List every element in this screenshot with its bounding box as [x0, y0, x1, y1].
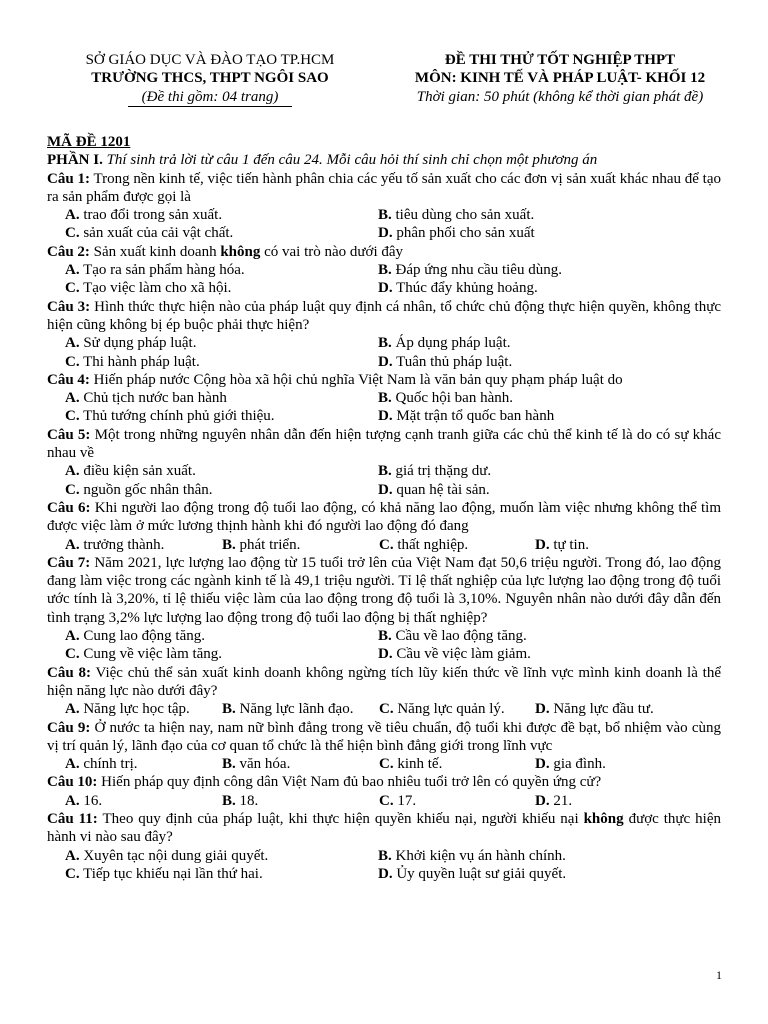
option-letter: A.: [65, 756, 80, 773]
option-letter: B.: [378, 262, 392, 279]
question-stem: Hình thức thực hiện nào của pháp luật quy định cá nhân, tổ chức chủ động thực hiện quyền, không thực hiện cũng không bị ép buộc phải thực hiện?: [47, 298, 721, 333]
option-letter: D.: [378, 865, 393, 882]
question-3: [47, 298, 721, 371]
question-stem: Trong nền kinh tế, việc tiến hành phân chia các yếu tố sản xuất cho các đơn vị sản xuất khác nhau để tạo ra sản phẩm được gọi là: [47, 170, 721, 205]
option-text: sản xuất của cải vật chất.: [83, 225, 234, 242]
answer-options: [47, 261, 721, 298]
option-text: chính trị.: [83, 756, 138, 773]
option-letter: A.: [65, 847, 80, 864]
option-letter: B.: [222, 756, 236, 773]
option-letter: A.: [65, 628, 80, 645]
question-text: [47, 499, 721, 536]
answer-option[interactable]: [65, 645, 378, 663]
option-letter: A.: [65, 792, 80, 809]
question-label: Câu 6:: [47, 499, 91, 516]
question-text: [47, 664, 721, 701]
option-text: Thủ tướng chính phủ giới thiệu.: [83, 408, 275, 425]
question-1: [47, 170, 721, 243]
answer-option[interactable]: [65, 261, 378, 279]
option-letter: C.: [379, 792, 394, 809]
answer-option[interactable]: [65, 536, 222, 554]
answer-option[interactable]: [65, 700, 222, 718]
option-text: tiêu dùng cho sản xuất.: [395, 207, 535, 224]
option-text: thất nghiệp.: [397, 536, 469, 553]
option-letter: D.: [378, 280, 393, 297]
question-stem: Hiến pháp nước Cộng hòa xã hội chủ nghĩa Việt Nam là văn bản quy phạm pháp luật do: [93, 371, 623, 388]
option-letter: B.: [222, 536, 236, 553]
option-letter: D.: [378, 408, 393, 425]
question-text: [47, 243, 721, 261]
answer-option[interactable]: [379, 792, 535, 810]
question-6: [47, 499, 721, 554]
question-label: Câu 3:: [47, 298, 91, 315]
exam-code: MÃ ĐỀ 1201: [47, 134, 131, 150]
question-text: [47, 298, 721, 335]
option-text: Thúc đẩy khủng hoảng.: [396, 280, 538, 297]
option-letter: A.: [65, 463, 80, 480]
option-letter: D.: [378, 353, 393, 370]
answer-option[interactable]: [378, 334, 691, 352]
option-text: Cầu về lao động tăng.: [395, 628, 527, 645]
option-letter: B.: [378, 463, 392, 480]
answer-option[interactable]: [65, 224, 378, 242]
option-text: nguồn gốc nhân thân.: [83, 481, 213, 498]
option-letter: C.: [65, 280, 80, 297]
answer-options: [47, 389, 721, 426]
answer-options: [47, 700, 721, 718]
question-list: [47, 170, 721, 884]
option-text: gia đình.: [553, 756, 606, 773]
answer-option[interactable]: [222, 792, 379, 810]
page-count-note: (Đề thi gồm: 04 trang): [128, 89, 293, 107]
option-letter: C.: [379, 701, 394, 718]
answer-option[interactable]: [378, 389, 691, 407]
option-text: Áp dụng pháp luật.: [395, 335, 511, 352]
option-text: Cung về việc làm tăng.: [83, 646, 223, 663]
answer-option[interactable]: [378, 224, 691, 242]
option-text: Chủ tịch nước ban hành: [83, 390, 227, 407]
option-letter: C.: [65, 865, 80, 882]
option-letter: D.: [535, 792, 550, 809]
option-text: trao đổi trong sản xuất.: [83, 207, 223, 224]
option-text: Xuyên tạc nội dung giải quyết.: [83, 847, 269, 864]
option-text: Tuân thủ pháp luật.: [396, 353, 513, 370]
answer-option[interactable]: [65, 792, 222, 810]
question-7: [47, 554, 721, 664]
question-stem: Ở nước ta hiện nay, nam nữ bình đẳng trong về tiêu chuẩn, độ tuổi khi được đề bạt, bổ nhiệm vào cùng vị trí quản lý, lãnh đạo của cơ quan tổ chức là thể hiện bình đẳng giới trong lĩnh vực: [47, 719, 722, 754]
option-letter: B.: [222, 701, 236, 718]
question-text: [47, 371, 721, 389]
answer-option[interactable]: [378, 645, 691, 663]
option-text: Năng lực quản lý.: [397, 701, 505, 718]
answer-option[interactable]: [535, 792, 692, 810]
time-line: Thời gian: 50 phút (không kể thời gian phát đề): [416, 88, 704, 105]
option-letter: A.: [65, 207, 80, 224]
answer-option[interactable]: [65, 206, 378, 224]
answer-options: [47, 334, 721, 371]
question-text: [47, 426, 721, 463]
question-emphasis: không: [220, 243, 261, 260]
option-letter: D.: [378, 225, 393, 242]
answer-option[interactable]: [379, 536, 535, 554]
answer-option[interactable]: [65, 334, 378, 352]
option-text: Quốc hội ban hành.: [395, 390, 513, 407]
option-letter: B.: [378, 207, 392, 224]
option-text: Mặt trận tổ quốc ban hành: [396, 408, 555, 425]
question-stem: Khi người lao động trong độ tuổi lao động, có khả năng lao động, muốn làm việc nhưng không thể tìm được việc làm ở mức lương thịnh hành khi đó người lao động đó đang: [47, 499, 722, 535]
option-text: quan hệ tài sản.: [396, 481, 490, 498]
option-letter: B.: [378, 847, 392, 864]
option-letter: A.: [65, 335, 80, 352]
option-letter: D.: [535, 701, 550, 718]
answer-option[interactable]: [378, 865, 691, 883]
answer-option[interactable]: [222, 536, 379, 554]
answer-option[interactable]: [65, 407, 378, 425]
answer-option[interactable]: [378, 462, 691, 480]
option-text: tự tin.: [553, 536, 589, 553]
option-text: Thi hành pháp luật.: [83, 353, 200, 370]
question-stem: Năm 2021, lực lượng lao động từ 15 tuổi trở lên của Việt Nam đạt 50,6 triệu người. Trong đó, lao động đang làm việc trong các ngành kinh tế là 49,1 triệu người. Tỉ lệ thất nghiệp của lực lượng lao động trong độ tuổi ước tính là 3,20%, tỉ lệ thiếu việc làm của lao động trong độ tuổi là 3,10%. Nguyên nhân nào dưới đây dẫn đến tình trạng 3,2% lực lượng lao động trong độ tuổi lao động bị thất nghiệp?: [47, 554, 722, 626]
question-label: Câu 1:: [47, 170, 90, 187]
option-text: Sử dụng pháp luật.: [83, 335, 197, 352]
question-label: Câu 11:: [47, 810, 98, 827]
option-text: Năng lực học tập.: [83, 701, 190, 718]
option-letter: B.: [378, 390, 392, 407]
part-instruction: Thí sinh trả lời từ câu 1 đến câu 24. Mỗi câu hỏi thí sinh chỉ chọn một phương án: [106, 152, 598, 169]
option-text: Ủy quyền luật sư giải quyết.: [396, 865, 567, 882]
answer-options: [47, 536, 721, 554]
option-letter: B.: [222, 792, 236, 809]
option-text: Tiếp tục khiếu nại lần thứ hai.: [83, 865, 263, 882]
exam-title: ĐỀ THI THỬ TỐT NGHIỆP THPT: [444, 52, 676, 68]
option-letter: D.: [378, 481, 393, 498]
option-text: 21.: [553, 792, 573, 809]
answer-option[interactable]: [65, 847, 378, 865]
question-stem: Một trong những nguyên nhân dẫn đến hiện tượng cạnh tranh giữa các chủ thể kinh tế là do có sự khác nhau về: [47, 426, 721, 462]
question-stem: Hiến pháp quy định công dân Việt Nam đủ bao nhiêu tuổi trở lên có quyền ứng cử?: [101, 774, 602, 791]
option-text: phân phối cho sản xuất: [396, 225, 535, 242]
option-letter: D.: [535, 756, 550, 773]
answer-option[interactable]: [378, 847, 691, 865]
answer-option[interactable]: [65, 462, 378, 480]
answer-option[interactable]: [378, 206, 691, 224]
option-text: phát triển.: [239, 536, 301, 553]
answer-option[interactable]: [378, 279, 691, 297]
option-letter: B.: [378, 628, 392, 645]
answer-option[interactable]: [379, 755, 535, 773]
option-text: 17.: [397, 792, 417, 809]
answer-options: [47, 792, 721, 810]
answer-option[interactable]: [535, 700, 692, 718]
option-letter: A.: [65, 390, 80, 407]
question-stem: Việc chủ thể sản xuất kinh doanh không ngừng tích lũy kiến thức về lĩnh vực mình kinh doanh là thể hiện năng lực nào dưới đây?: [47, 664, 721, 699]
question-label: Câu 10:: [47, 774, 98, 791]
option-letter: A.: [65, 262, 80, 279]
subject-line: MÔN: KINH TẾ VÀ PHÁP LUẬT- KHỐI 12: [414, 70, 706, 87]
answer-option[interactable]: [378, 481, 691, 499]
question-9: [47, 719, 721, 774]
option-letter: A.: [65, 536, 80, 553]
question-stem-end: được thực hiện hành vi nào sau đây?: [47, 810, 722, 846]
question-stem-end: có vai trò nào dưới đây: [260, 243, 404, 260]
question-text: [47, 719, 721, 756]
option-text: trưởng thành.: [83, 536, 165, 553]
question-stem: Sản xuất kinh doanh: [93, 243, 221, 260]
option-text: Cung lao động tăng.: [83, 628, 205, 645]
answer-option[interactable]: [378, 353, 691, 371]
option-text: kinh tế.: [397, 756, 443, 773]
option-text: Cầu về việc làm giảm.: [396, 646, 531, 663]
question-4: [47, 371, 721, 426]
answer-option[interactable]: [65, 481, 378, 499]
option-letter: C.: [379, 756, 394, 773]
answer-options: [47, 462, 721, 499]
option-letter: A.: [65, 701, 80, 718]
answer-option[interactable]: [222, 700, 379, 718]
question-text: [47, 170, 721, 207]
option-text: văn hóa.: [239, 756, 291, 773]
page-number: 1: [716, 968, 722, 982]
option-text: giá trị thặng dư.: [395, 463, 492, 480]
option-text: Tạo ra sản phẩm hàng hóa.: [83, 262, 245, 279]
option-text: Năng lực lãnh đạo.: [239, 701, 354, 718]
answer-option[interactable]: [65, 627, 378, 645]
answer-option[interactable]: [378, 407, 691, 425]
answer-option[interactable]: [378, 627, 691, 645]
option-text: 18.: [239, 792, 259, 809]
answer-option[interactable]: [65, 353, 378, 371]
question-stem: Theo quy định của pháp luật, khi thực hiện quyền khiếu nại, người khiếu nại: [102, 810, 584, 827]
school-block: [40, 51, 380, 107]
answer-option[interactable]: [65, 865, 378, 883]
answer-options: [47, 847, 721, 884]
exam-body: [47, 133, 721, 883]
question-5: [47, 426, 721, 499]
option-text: 16.: [83, 792, 103, 809]
question-10: [47, 773, 721, 810]
school-name: TRƯỜNG THCS, THPT NGÔI SAO: [91, 70, 329, 87]
option-text: Khởi kiện vụ án hành chính.: [395, 847, 566, 864]
option-letter: C.: [65, 481, 80, 498]
answer-option[interactable]: [379, 700, 535, 718]
option-text: Đáp ứng nhu cầu tiêu dùng.: [395, 262, 562, 279]
answer-options: [47, 755, 721, 773]
option-letter: C.: [65, 225, 80, 242]
question-text: [47, 554, 721, 627]
option-text: điều kiện sản xuất.: [83, 463, 196, 480]
question-label: Câu 9:: [47, 719, 91, 736]
option-text: Năng lực đầu tư.: [553, 701, 654, 718]
question-emphasis: không: [583, 810, 624, 827]
answer-option[interactable]: [65, 755, 222, 773]
answer-option[interactable]: [65, 389, 378, 407]
part-heading: [47, 151, 721, 169]
answer-option[interactable]: [535, 755, 692, 773]
question-label: Câu 7:: [47, 554, 91, 571]
option-letter: C.: [65, 353, 80, 370]
answer-option[interactable]: [222, 755, 379, 773]
question-text: [47, 773, 721, 791]
part-title: PHẦN I.: [47, 152, 103, 169]
question-text: [47, 810, 721, 847]
answer-options: [47, 627, 721, 664]
question-2: [47, 243, 721, 298]
question-11: [47, 810, 721, 883]
question-label: Câu 8:: [47, 664, 91, 681]
question-label: Câu 5:: [47, 426, 91, 443]
option-letter: D.: [378, 646, 393, 663]
option-letter: D.: [535, 536, 550, 553]
answer-option[interactable]: [535, 536, 692, 554]
option-letter: C.: [65, 408, 80, 425]
exam-title-block: [378, 51, 742, 106]
department-name: SỞ GIÁO DỤC VÀ ĐÀO TẠO TP.HCM: [85, 52, 335, 68]
answer-option[interactable]: [65, 279, 378, 297]
answer-options: [47, 206, 721, 243]
option-letter: B.: [378, 335, 392, 352]
question-8: [47, 664, 721, 719]
option-letter: C.: [65, 646, 80, 663]
question-label: Câu 4:: [47, 371, 90, 388]
option-text: Tạo việc làm cho xã hội.: [83, 280, 232, 297]
question-label: Câu 2:: [47, 243, 90, 260]
answer-option[interactable]: [378, 261, 691, 279]
option-letter: C.: [379, 536, 394, 553]
